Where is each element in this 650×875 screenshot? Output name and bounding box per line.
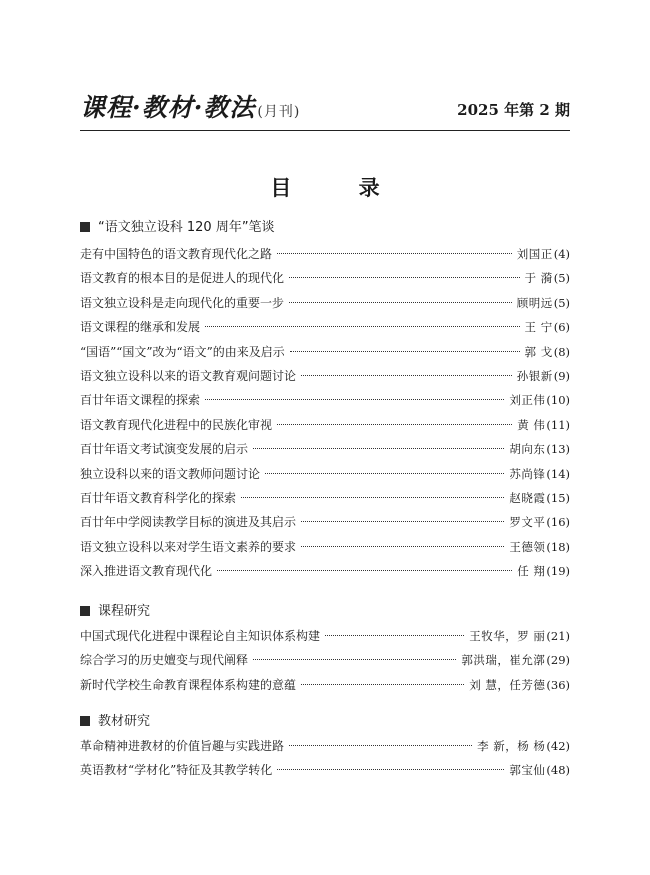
section-square-icon: [80, 606, 90, 616]
entry-title: 革命精神进教材的价值旨趣与实践进路: [80, 739, 285, 753]
toc-entry[interactable]: [80, 415, 570, 435]
section-heading: [80, 602, 150, 622]
entry-page: (13): [546, 442, 570, 457]
entry-title: 百廿年语文考试演变发展的启示: [80, 442, 249, 457]
dot-leader: [205, 326, 520, 327]
toc-entry[interactable]: [80, 760, 570, 780]
entry-author: 赵晓霞: [509, 491, 546, 505]
entry-title: 百廿年中学阅读教学目标的演进及其启示: [80, 515, 297, 530]
entry-page: (6): [553, 320, 570, 335]
dot-leader: [253, 448, 504, 449]
entry-author: 王德领: [509, 539, 546, 554]
entry-page: (18): [546, 539, 570, 554]
entry-title: 英语教材“学材化”特征及其教学转化: [80, 763, 273, 778]
entry-title: 百廿年语文课程的探索: [80, 393, 201, 408]
dot-leader: [289, 745, 472, 746]
entry-page: (15): [546, 491, 570, 505]
toc-title: 目 录: [270, 176, 410, 200]
toc-entry[interactable]: [80, 268, 570, 288]
entry-author: 王牧华，罗 丽: [469, 629, 546, 643]
entry-title: 语文独立设科以来对学生语文素养的要求: [80, 539, 297, 554]
journal-frequency: (月刊): [257, 104, 301, 120]
dot-leader: [290, 351, 520, 352]
entry-page: (5): [553, 295, 570, 310]
dot-leader: [277, 769, 504, 770]
dot-leader: [325, 635, 464, 636]
entry-page: (48): [546, 763, 570, 778]
dot-leader: [277, 424, 512, 425]
entry-page: (16): [546, 515, 570, 530]
entry-title: 独立设科以来的语文教师问题讨论: [80, 466, 261, 481]
dot-leader: [253, 659, 456, 660]
entry-page: (10): [546, 393, 570, 408]
dot-leader: [217, 570, 512, 571]
section-square-icon: [80, 222, 90, 232]
entry-title: “国语”“国文”改为“语文”的由来及启示: [80, 344, 285, 359]
entry-title: 百廿年语文教育科学化的探索: [80, 491, 237, 505]
entry-author: 郭宝仙: [509, 763, 546, 778]
toc-entry[interactable]: [80, 317, 570, 337]
entry-author: 苏尚锋: [509, 466, 546, 481]
toc-entry[interactable]: [80, 512, 570, 532]
entry-author: 顾明远: [516, 295, 553, 310]
dot-leader: [301, 684, 464, 685]
dot-leader: [277, 253, 512, 254]
entry-page: (42): [546, 739, 570, 753]
dot-leader: [301, 546, 504, 547]
entry-title: 语文独立设科以来的语文教育观问题讨论: [80, 369, 297, 383]
entry-page: (8): [553, 344, 570, 359]
entry-page: (5): [553, 271, 570, 286]
entry-title: 语文教育的根本目的是促进人的现代化: [80, 271, 285, 286]
toc-entry[interactable]: [80, 439, 570, 459]
entry-author: 刘正伟: [509, 393, 546, 408]
entry-title: 语文教育现代化进程中的民族化审视: [80, 417, 273, 432]
entry-page: (9): [553, 369, 570, 383]
toc-entry[interactable]: [80, 675, 570, 695]
entry-author: 孙银新: [516, 369, 553, 383]
toc-entry[interactable]: [80, 464, 570, 484]
dot-leader: [289, 277, 520, 278]
entry-page: (19): [546, 564, 570, 579]
toc-entry[interactable]: [80, 342, 570, 362]
journal-title: 课程·教材·教法 (月刊): [80, 93, 301, 122]
dot-leader: [241, 497, 504, 498]
toc-entry[interactable]: [80, 244, 570, 264]
entry-title: 综合学习的历史嬗变与现代阐释: [80, 653, 249, 668]
entry-title: 语文独立设科是走向现代化的重要一步: [80, 295, 285, 310]
dot-leader: [289, 302, 512, 303]
toc-entry[interactable]: [80, 390, 570, 410]
entry-title: 深入推进语文教育现代化: [80, 564, 213, 579]
toc-entry[interactable]: [80, 650, 570, 670]
dot-leader: [301, 521, 504, 522]
toc-entry[interactable]: [80, 293, 570, 313]
entry-page: (14): [546, 466, 570, 481]
dot-leader: [205, 399, 504, 400]
entry-author: 王 宁: [524, 320, 553, 335]
entry-title: 走有中国特色的语文教育现代化之路: [80, 247, 273, 261]
entry-page: (36): [546, 677, 570, 692]
dot-leader: [265, 473, 504, 474]
entry-page: (4): [553, 247, 570, 261]
entry-page: (21): [546, 629, 570, 643]
entry-author: 任 翔: [517, 564, 546, 579]
entry-page: (29): [546, 653, 570, 668]
entry-author: 黄 伟: [517, 417, 546, 432]
section-square-icon: [80, 716, 90, 726]
section-heading: [80, 712, 150, 732]
entry-title: 新时代学校生命教育课程体系构建的意蕴: [80, 677, 297, 692]
section-heading-label: 教材研究: [98, 714, 151, 729]
entry-author: 罗文平: [509, 515, 546, 530]
section-heading-label: “语文独立设科 120 周年”笔谈: [98, 220, 275, 235]
journal-header: [80, 92, 570, 131]
toc-entry[interactable]: [80, 366, 570, 386]
toc-entry[interactable]: [80, 537, 570, 557]
entry-author: 刘 慧，任芳德: [469, 677, 546, 692]
toc-entry[interactable]: [80, 736, 570, 756]
issue-label: 2025 年第 2 期: [457, 101, 570, 119]
entry-page: (11): [546, 417, 570, 432]
entry-author: 刘国正: [516, 247, 553, 261]
section-heading: [80, 218, 275, 238]
entry-author: 郭 戈: [524, 344, 553, 359]
toc-entry[interactable]: [80, 561, 570, 581]
toc-entry[interactable]: [80, 488, 570, 508]
section-heading-label: 课程研究: [98, 604, 151, 619]
entry-title: 语文课程的继承和发展: [80, 320, 201, 335]
entry-author: 郭洪瑞，崔允漷: [461, 653, 546, 668]
entry-author: 胡向东: [509, 442, 546, 457]
entry-author: 李 新，杨 杨: [477, 739, 546, 753]
entry-title: 中国式现代化进程中课程论自主知识体系构建: [80, 629, 321, 643]
dot-leader: [301, 375, 512, 376]
entry-author: 于 漪: [524, 271, 553, 286]
toc-entry[interactable]: [80, 626, 570, 646]
